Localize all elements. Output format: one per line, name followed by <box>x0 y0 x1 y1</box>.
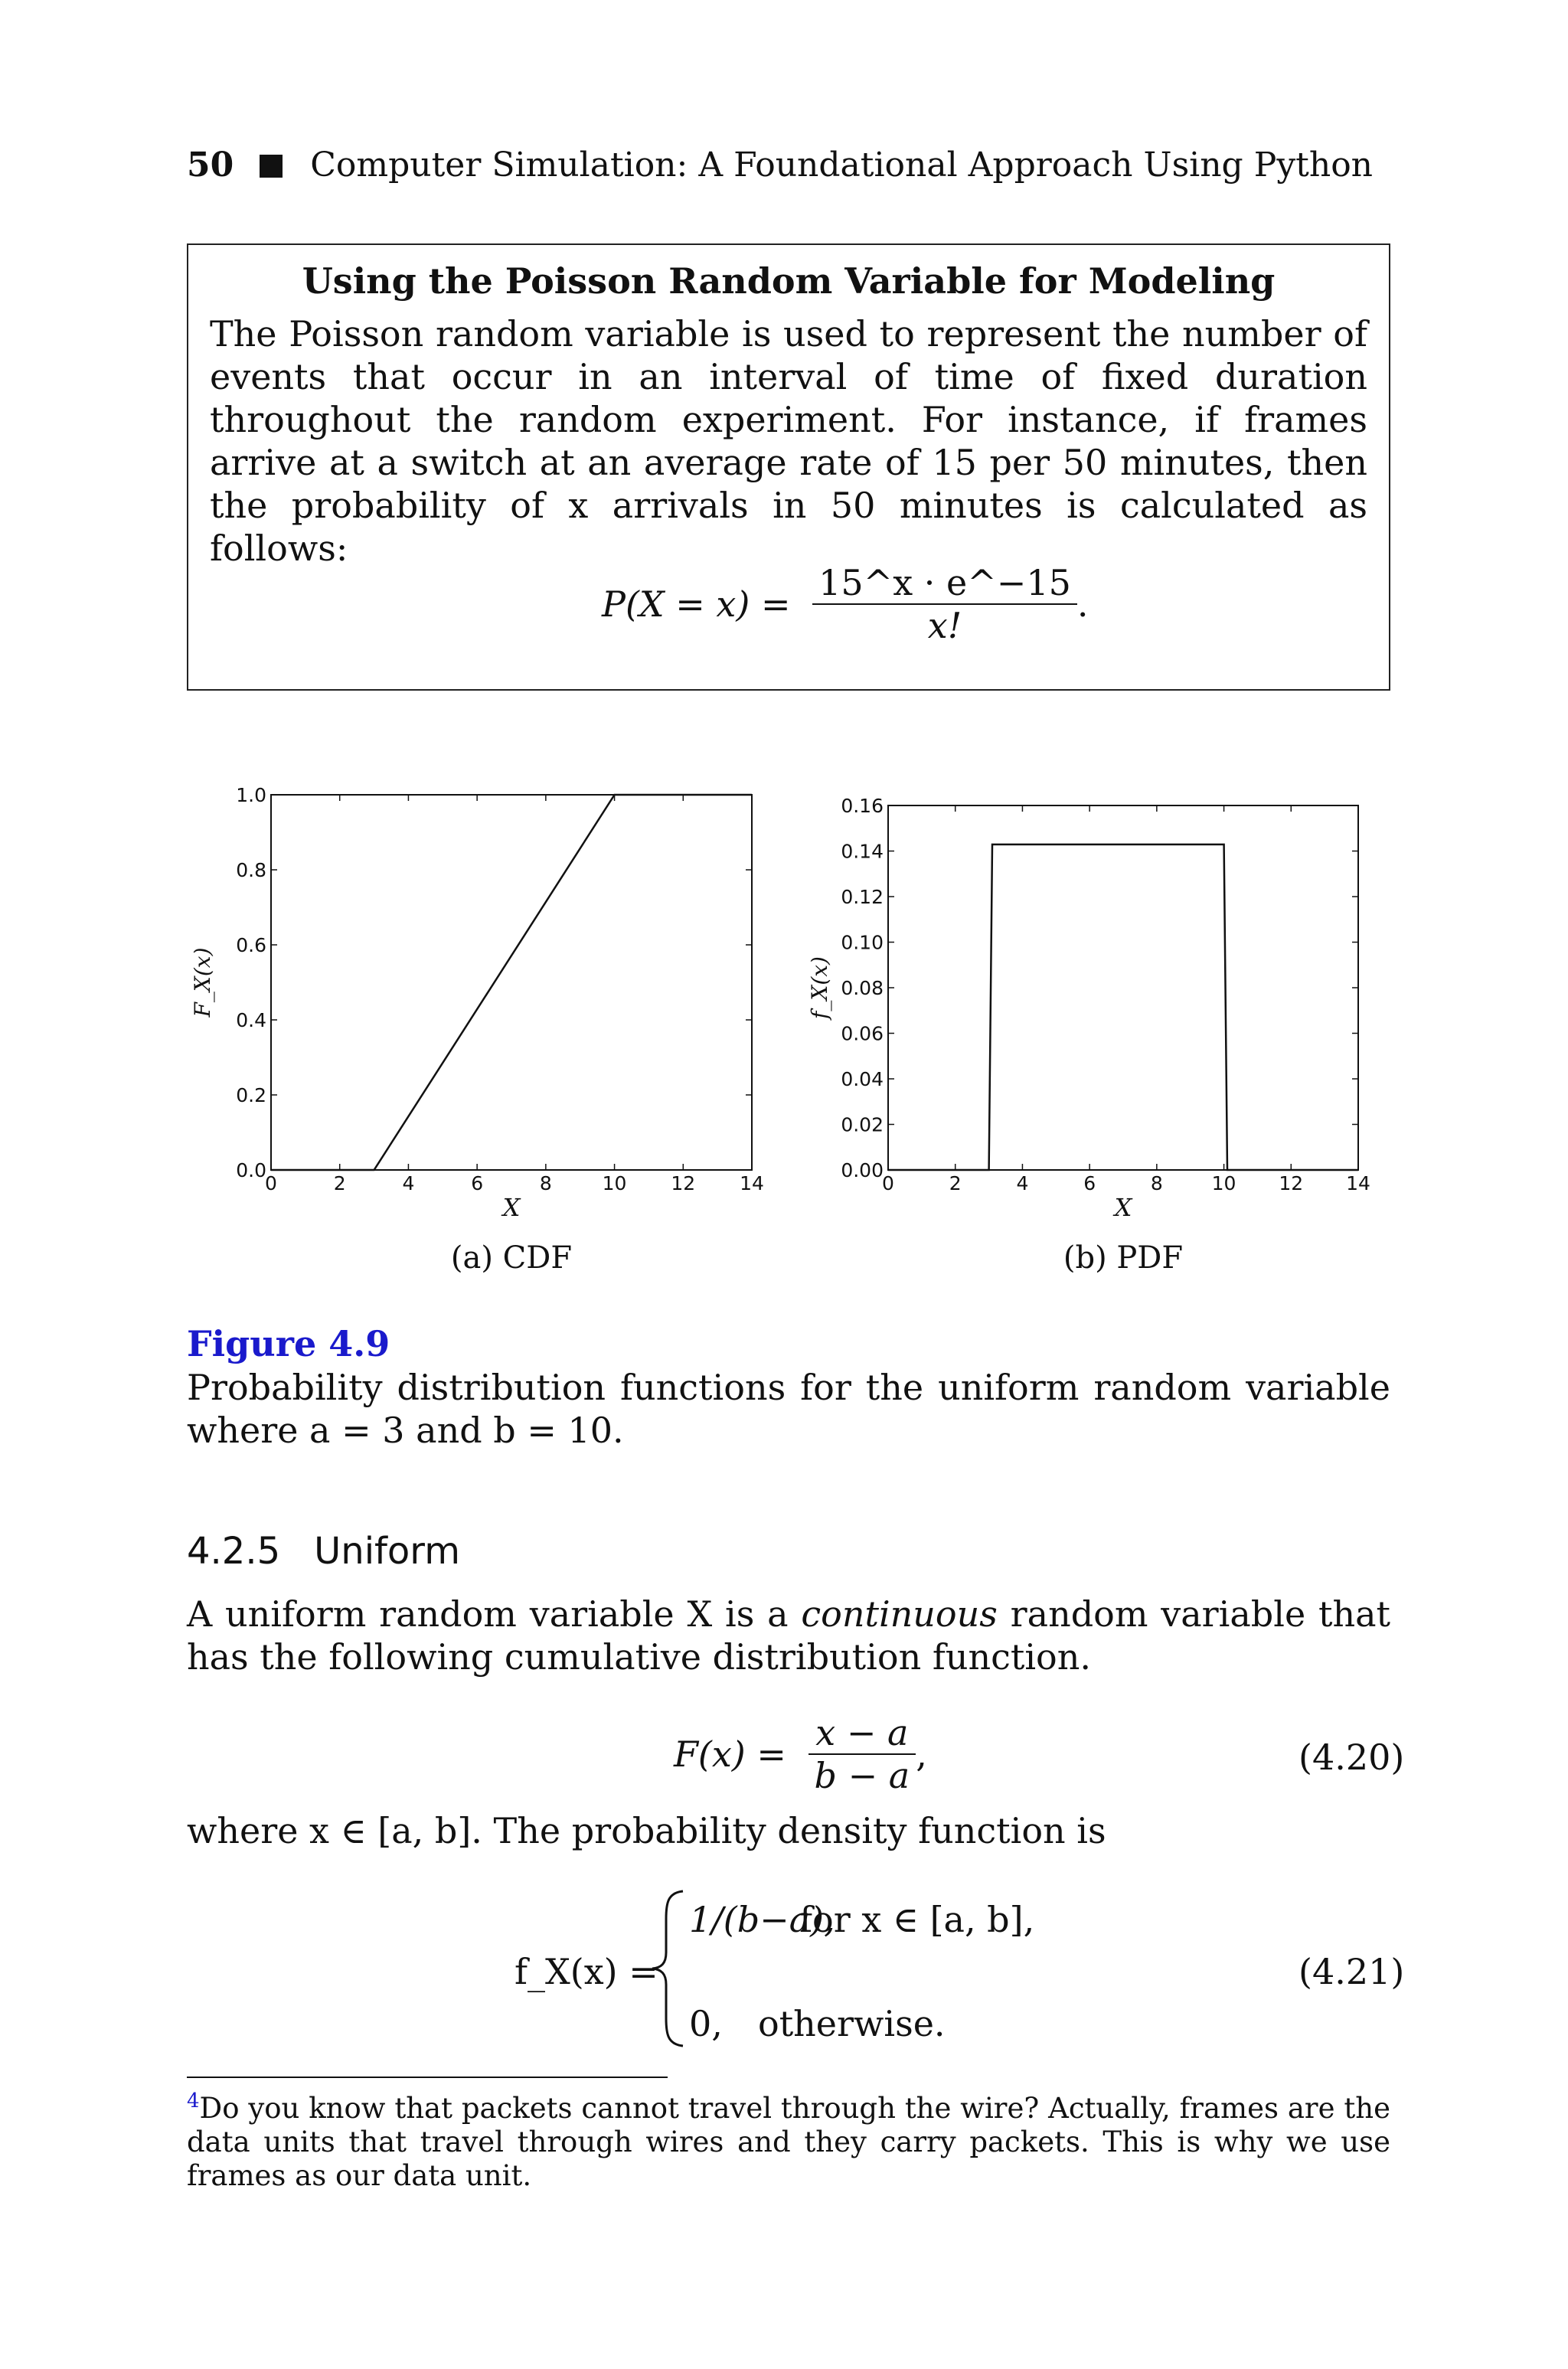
figure-caption: Probability distribution functions for the uniform random variable where a = 3 and b = 10. <box>187 1367 1390 1451</box>
x-tick-label: 8 <box>539 1172 552 1194</box>
poisson-eq-numerator: 15^x · e^−15 <box>812 562 1077 605</box>
x-tick-label: 12 <box>1279 1172 1304 1194</box>
poisson-eq-lhs: P(X = x) = <box>602 583 791 625</box>
eq420-denominator: b − a <box>814 1755 910 1796</box>
x-axis-label: X <box>502 1193 521 1222</box>
poisson-eq-fraction <box>812 562 1077 646</box>
x-tick-label: 6 <box>471 1172 484 1194</box>
y-tick-label: 0.2 <box>236 1084 266 1106</box>
footnote-text: Do you know that packets cannot travel through the wire? Actually, frames are the data units that travel through wires and they carry packets. This is why we use frames as our data unit. <box>187 2092 1390 2192</box>
y-tick-label: 0.4 <box>236 1009 266 1031</box>
chart-caption: (a) CDF <box>450 1240 573 1276</box>
x-tick-label: 4 <box>1016 1172 1029 1194</box>
pdf-intro-text: where x ∈ [a, b]. The probability density function is <box>187 1810 1106 1851</box>
x-tick-label: 10 <box>602 1172 627 1194</box>
series-line <box>888 845 1358 1170</box>
eq421-case2-value: 0, <box>689 2003 723 2044</box>
poisson-equation: P(X = x) = $\frac{15\^{}x \cdot e\^{}-15}{x!}$ . <box>602 562 1089 646</box>
y-tick-label: 0.00 <box>841 1159 884 1181</box>
footnote <box>187 2084 1390 2193</box>
book-title: Computer Simulation: A Foundational Approach Using Python <box>310 145 1374 185</box>
footnote-marker: 4 <box>187 2090 200 2112</box>
x-axis-label: X <box>1114 1193 1132 1222</box>
eq420-numerator: x − a <box>808 1712 916 1755</box>
poisson-box <box>187 243 1390 691</box>
figure-label: Figure 4.9 <box>187 1323 390 1364</box>
eq421-case2-condition: otherwise. <box>758 2003 946 2044</box>
eq421-lhs: f_X(x) = <box>514 1951 658 1992</box>
box-title: Using the Poisson Random Variable for Modeling <box>302 260 1276 302</box>
eq421-number: (4.21) <box>1298 1951 1405 1992</box>
running-header <box>187 145 1373 185</box>
para1-emphasis: continuous <box>801 1593 998 1635</box>
para1-part2: random variable that has the following cumulative distribution function. <box>187 1593 1391 1678</box>
eq421-case1-value: 1/(b−a), <box>689 1899 835 1940</box>
para1-part1: A uniform random variable X is a <box>187 1593 802 1635</box>
y-tick-label: 0.0 <box>236 1159 266 1181</box>
header-square-icon <box>260 155 283 178</box>
series-line <box>271 795 752 1170</box>
y-tick-label: 0.12 <box>841 886 884 908</box>
x-tick-label: 14 <box>740 1172 764 1194</box>
y-tick-label: 1.0 <box>236 784 266 806</box>
section-title: Uniform <box>314 1530 460 1573</box>
pdf-chart <box>804 773 1386 1309</box>
x-tick-label: 10 <box>1211 1172 1236 1194</box>
eq420-trail: , <box>916 1733 927 1775</box>
box-body: The Poisson random variable is used to represent the number of events that occur in an interval of time of fixed duration throughout the random experiment. For instance, if frames arrive at a switch at an average rate of 15 per 50 minutes, then the probability of x arrivals in 50 minutes is calculated as follows: <box>210 313 1367 569</box>
section-heading <box>187 1530 460 1573</box>
plot-frame <box>888 805 1358 1170</box>
y-axis-label: F_X(x) <box>190 947 215 1018</box>
y-tick-label: 0.04 <box>841 1068 884 1090</box>
y-axis-label: f_X(x) <box>807 956 832 1019</box>
y-tick-label: 0.08 <box>841 977 884 999</box>
x-tick-label: 0 <box>265 1172 277 1194</box>
eq420-lhs: F(x) = <box>674 1733 786 1775</box>
y-tick-label: 0.10 <box>841 931 884 954</box>
x-tick-label: 8 <box>1150 1172 1163 1194</box>
plot-frame <box>271 795 752 1170</box>
x-tick-label: 6 <box>1083 1172 1096 1194</box>
chart-caption: (b) PDF <box>1063 1240 1184 1276</box>
cdf-chart <box>190 773 782 1309</box>
x-tick-label: 2 <box>949 1172 962 1194</box>
section-number: 4.2.5 <box>187 1530 281 1573</box>
poisson-eq-denominator: x! <box>927 605 962 646</box>
y-tick-label: 0.8 <box>236 859 266 881</box>
x-tick-label: 12 <box>671 1172 696 1194</box>
footnote-rule <box>187 2077 668 2078</box>
page-number: 50 <box>187 145 234 185</box>
eq420-fraction <box>808 1712 916 1796</box>
x-tick-label: 2 <box>333 1172 346 1194</box>
y-tick-label: 0.14 <box>841 840 884 863</box>
eq420-number: (4.20) <box>1298 1737 1405 1778</box>
eq421-case1-condition: for x ∈ [a, b], <box>799 1899 1035 1940</box>
x-tick-label: 0 <box>882 1172 894 1194</box>
equation-4-20 <box>674 1712 927 1796</box>
y-tick-label: 0.06 <box>841 1022 884 1045</box>
x-tick-label: 4 <box>402 1172 415 1194</box>
uniform-paragraph <box>187 1593 1390 1678</box>
x-tick-label: 14 <box>1346 1172 1370 1194</box>
eq421-brace <box>649 1888 688 2049</box>
y-tick-label: 0.6 <box>236 934 266 956</box>
y-tick-label: 0.02 <box>841 1113 884 1136</box>
y-tick-label: 0.16 <box>841 795 884 817</box>
